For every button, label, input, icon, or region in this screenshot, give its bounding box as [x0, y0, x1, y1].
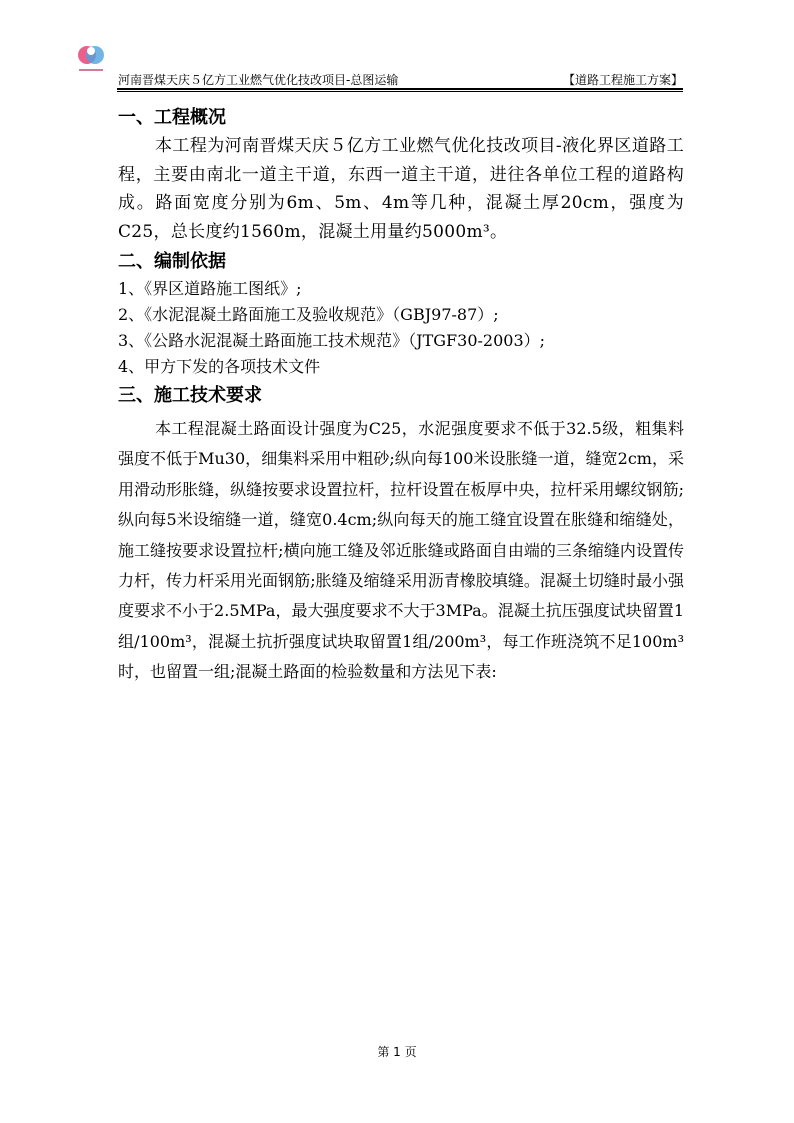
- section-heading-overview: 一、工程概况: [118, 107, 226, 128]
- list-item: 3、《公路水泥混凝土路面施工技术规范》（JTGF30-2003）;: [118, 331, 546, 350]
- section-heading-technical-requirements: 三、施工技术要求: [118, 385, 262, 406]
- list-item: 2、《水泥混凝土路面施工及验收规范》（GBJ97-87）;: [118, 305, 499, 324]
- page-header: [118, 72, 683, 88]
- company-logo-icon: [76, 42, 106, 76]
- page-number: 第 1 页: [377, 1045, 417, 1059]
- list-item: 4、甲方下发的各项技术文件: [118, 357, 321, 376]
- header-divider: [117, 88, 683, 90]
- list-item: 1、《界区道路施工图纸》;: [118, 279, 302, 298]
- section-heading-basis: 二、编制依据: [118, 251, 226, 272]
- basis-list: [118, 276, 684, 380]
- overview-paragraph: 本工程为河南晋煤天庆５亿方工业燃气优化技改项目-液化界区道路工程，主要由南北一道主干道，东西一道主干道，进往各单位工程的道路构成。路面宽度分别为6m、5m、4m等几种，混凝土厚20cm，强度为C25，总长度约1560m，混凝土用量约5000m³。: [118, 136, 684, 242]
- header-project-title: 河南晋煤天庆５亿方工业燃气优化技改项目-总图运输: [118, 73, 399, 87]
- header-document-type: 【道路工程施工方案】: [562, 73, 683, 87]
- document-body: [118, 104, 684, 688]
- technical-requirements-paragraph: 本工程混凝土路面设计强度为C25，水泥强度要求不低于32.5级，粗集料强度不低于Mu30，细集料采用中粗砂;纵向每100米设胀缝一道，缝宽2cm，采用滑动形胀缝，纵缝按要求设置拉杆，拉杆设置在板厚中央，拉杆采用螺纹钢筋;纵向每5米设缩缝一道，缝宽0.4cm;纵向每天的施工缝宜设置在胀缝和缩缝处，施工缝按要求设置拉杆;横向施工缝及邻近胀缝或路面自由端的三条缩缝内设置传力杆，传力杆采用光面钢筋;胀缝及缩缝采用沥青橡胶填缝。混凝土切缝时最小强度要求不小于2.5MPa，最大强度要求不大于3MPa。混凝土抗压强度试块留置1组/100m³，混凝土抗折强度试块取留置1组/200m³，每工作班浇筑不足100m³时，也留置一组;混凝土路面的检验数量和方法见下表:: [118, 419, 684, 682]
- header-divider-thin: [117, 91, 683, 92]
